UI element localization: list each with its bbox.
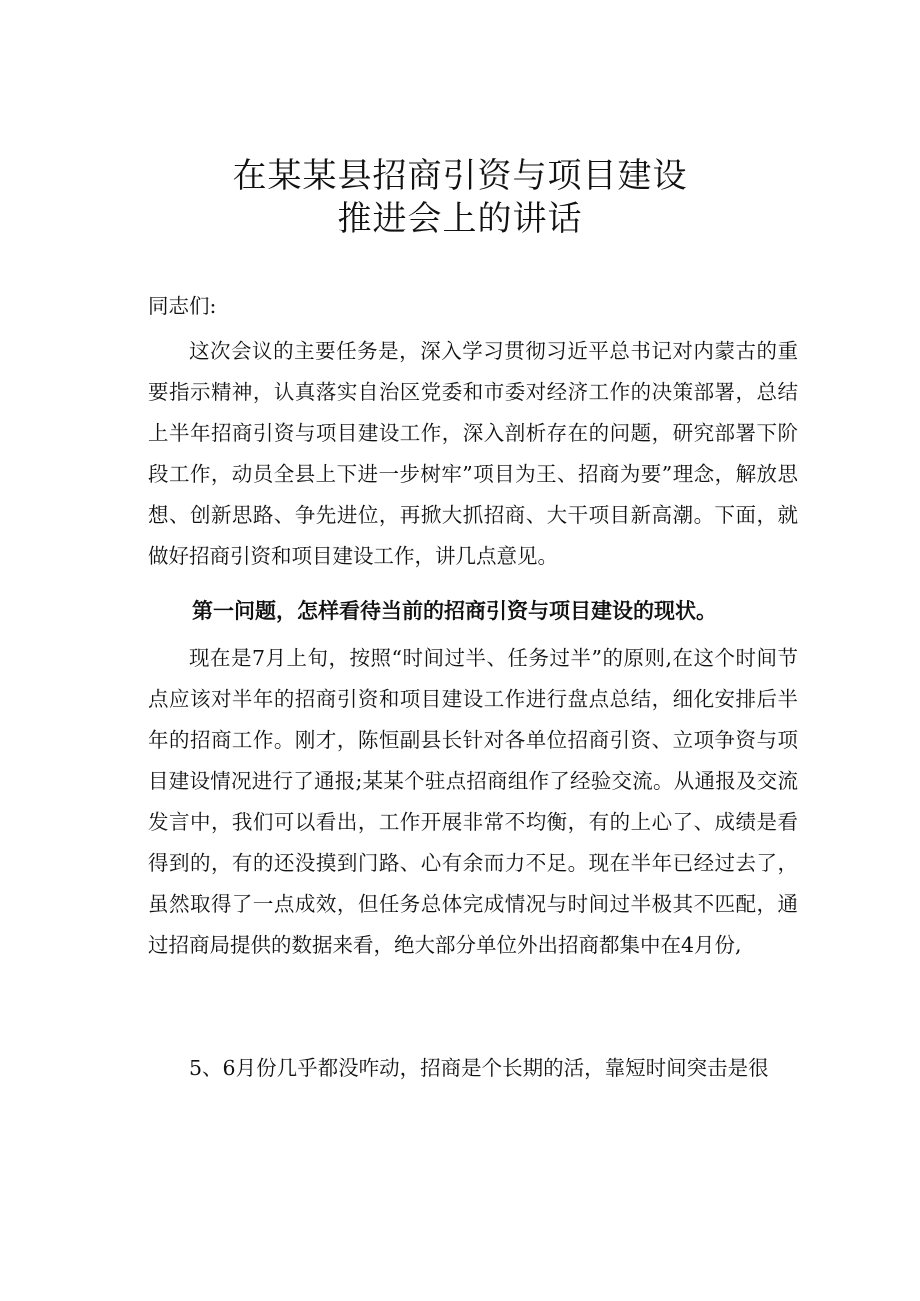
document-title-line-2: 推进会上的讲话 xyxy=(337,199,583,239)
salutation: 同志们: xyxy=(148,294,217,318)
paragraph-2-block xyxy=(148,638,798,966)
paragraph-3-block xyxy=(148,1048,798,1089)
document-title-line-1: 在某某县招商引资与项目建设 xyxy=(232,156,688,196)
paragraph-2: 现在是7月上旬，按照“时间过半、任务过半”的原则,在这个时间节点应该对半年的招商引资和项目建设工作进行盘点总结，细化安排后半年的招商工作。刚才，陈恒副县长针对各单位招商引资、立项争资与项目建设情况进行了通报;某某个驻点招商组作了经验交流。从通报及交流发言中，我们可以看出，工作开展非常不均衡，有的上心了、成绩是看得到的，有的还没摸到门路、心有余而力不足。现在半年已经过去了，虽然取得了一点成效，但任务总体完成情况与时间过半极其不匹配，通过招商局提供的数据来看，绝大部分单位外出招商都集中在4月份, xyxy=(148,646,798,957)
section-heading-1: 第一问题，怎样看待当前的招商引资与项目建设的现状。 xyxy=(192,599,717,623)
paragraph-1-block xyxy=(148,331,798,577)
paragraph-1: 这次会议的主要任务是，深入学习贯彻习近平总书记对内蒙古的重要指示精神，认真落实自治区党委和市委对经济工作的决策部署，总结上半年招商引资与项目建设工作，深入剖析存在的问题，研究部署下阶段工作，动员全县上下进一步树牢”项目为王、招商为要”理念，解放思想、创新思路、争先进位，再掀大抓招商、大干项目新高潮。下面，就做好招商引资和项目建设工作，讲几点意见。 xyxy=(148,339,798,568)
paragraph-3: 5、6月份几乎都没咋动，招商是个长期的活，靠短时间突击是很 xyxy=(189,1056,769,1080)
